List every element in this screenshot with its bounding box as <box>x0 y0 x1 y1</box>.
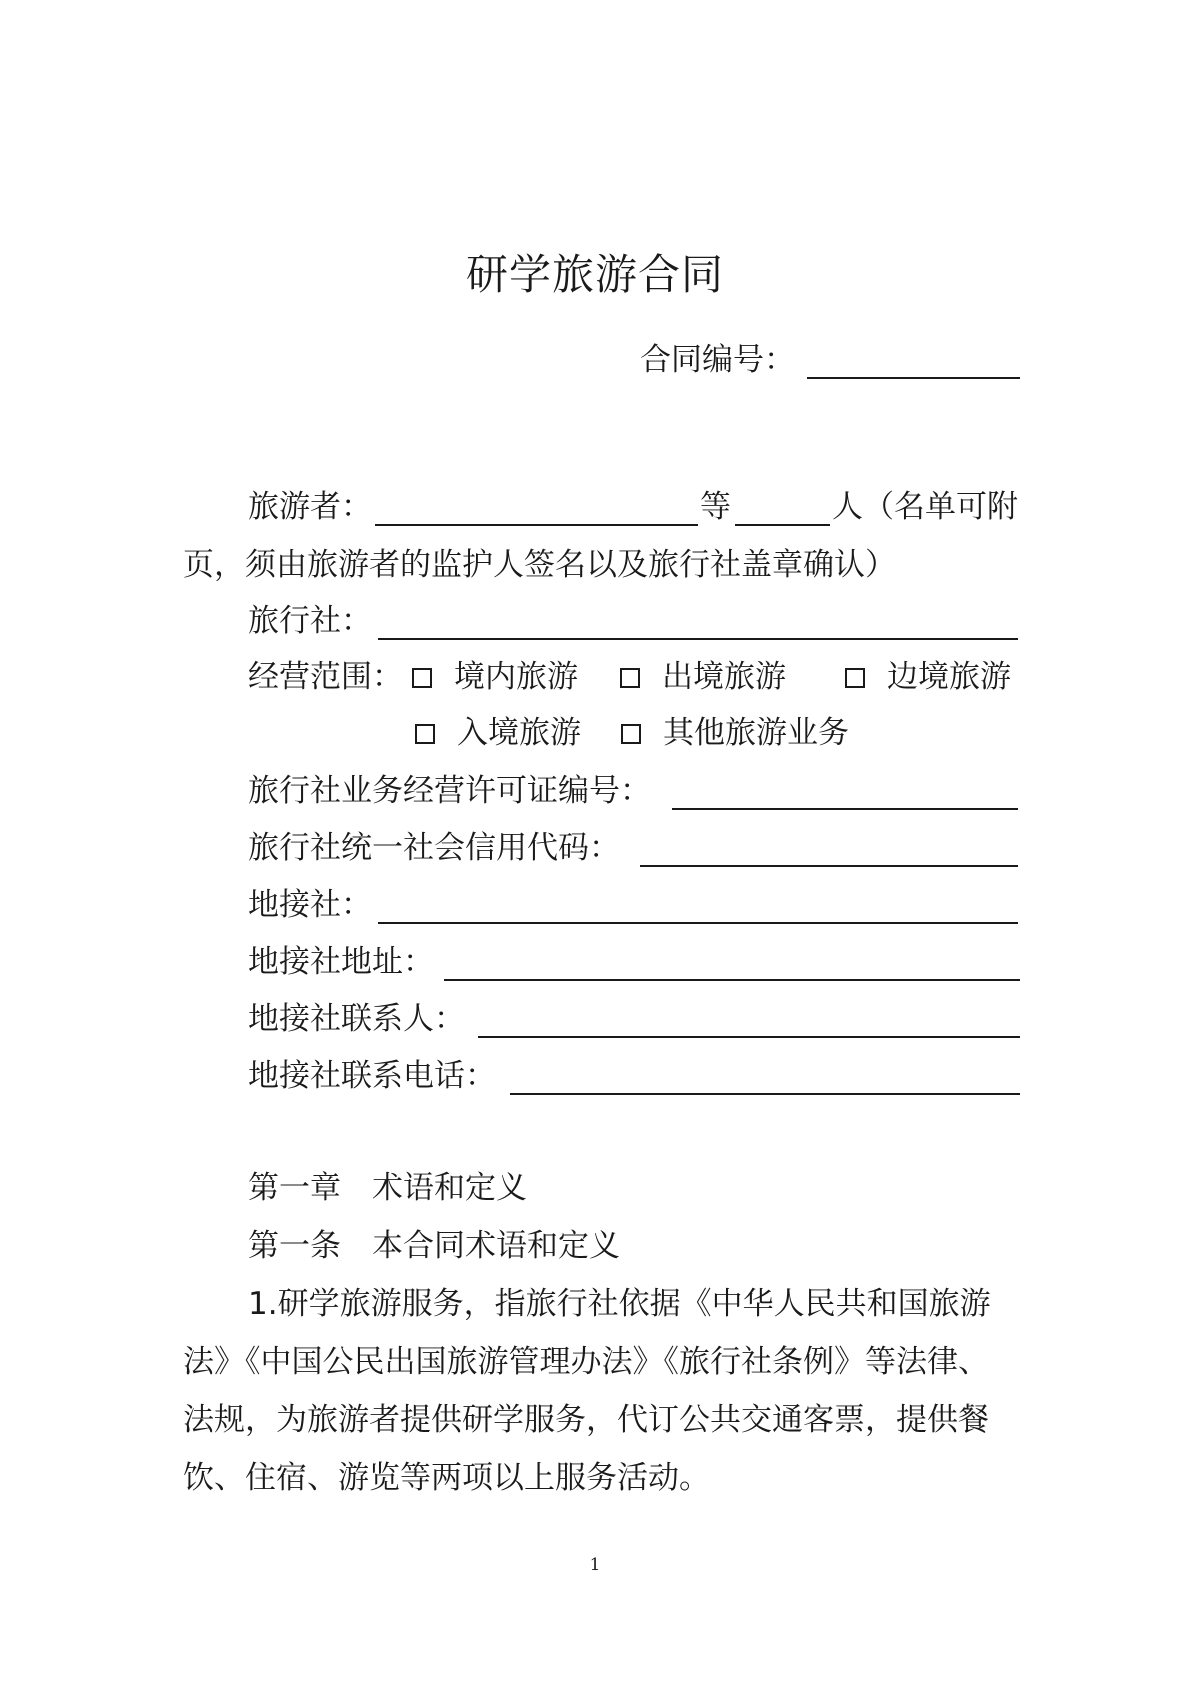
definition-line-2: 法》《中国公民出国旅游管理办法》《旅行社条例》等法律、 <box>183 1344 989 1380</box>
document-title: 研学旅游合同 <box>465 250 724 299</box>
scope-option-domestic[interactable]: 境内旅游 <box>412 657 578 697</box>
traveler-count-prefix: 等 <box>700 489 731 525</box>
local-agency-field[interactable] <box>378 922 1018 924</box>
checkbox-icon[interactable] <box>415 724 435 744</box>
chapter-heading: 第一章 术语和定义 <box>248 1170 527 1206</box>
checkbox-icon[interactable] <box>412 668 432 688</box>
scope-label: 经营范围： <box>248 659 403 695</box>
local-address-label: 地接社地址： <box>248 944 434 980</box>
agency-label: 旅行社： <box>248 603 372 639</box>
scope-option-inbound[interactable]: 入境旅游 <box>415 713 581 753</box>
local-contact-field[interactable] <box>478 1036 1020 1038</box>
checkbox-icon[interactable] <box>620 668 640 688</box>
license-label: 旅行社业务经营许可证编号： <box>248 773 651 809</box>
local-agency-label: 地接社： <box>248 887 372 923</box>
contract-no-field[interactable] <box>807 377 1020 379</box>
checkbox-icon[interactable] <box>621 724 641 744</box>
traveler-count-field[interactable] <box>735 524 830 526</box>
definition-line-4: 饮、住宿、游览等两项以上服务活动。 <box>183 1460 710 1496</box>
article-heading: 第一条 本合同术语和定义 <box>248 1228 620 1264</box>
definition-line-3: 法规，为旅游者提供研学服务，代订公共交通客票，提供餐 <box>183 1402 989 1438</box>
credit-code-field[interactable] <box>640 865 1018 867</box>
traveler-note: 页，须由旅游者的监护人签名以及旅行社盖章确认） <box>183 547 896 583</box>
traveler-name-field[interactable] <box>375 524 698 526</box>
local-phone-field[interactable] <box>510 1093 1020 1095</box>
scope-option-outbound[interactable]: 出境旅游 <box>620 657 786 697</box>
local-contact-label: 地接社联系人： <box>248 1001 465 1037</box>
local-phone-label: 地接社联系电话： <box>248 1058 496 1094</box>
traveler-count-suffix: 人（名单可附 <box>832 489 1018 525</box>
scope-option-other[interactable]: 其他旅游业务 <box>621 713 849 753</box>
license-field[interactable] <box>672 808 1018 810</box>
local-address-field[interactable] <box>444 979 1020 981</box>
contract-no-label: 合同编号： <box>640 342 795 378</box>
traveler-label: 旅游者： <box>248 489 372 525</box>
checkbox-icon[interactable] <box>845 668 865 688</box>
scope-option-border[interactable]: 边境旅游 <box>845 657 1011 697</box>
page-number: 1 <box>589 1555 601 1575</box>
definition-line-1: 1.研学旅游服务，指旅行社依据《中华人民共和国旅游 <box>248 1286 991 1322</box>
credit-code-label: 旅行社统一社会信用代码： <box>248 830 620 866</box>
agency-field[interactable] <box>378 638 1018 640</box>
